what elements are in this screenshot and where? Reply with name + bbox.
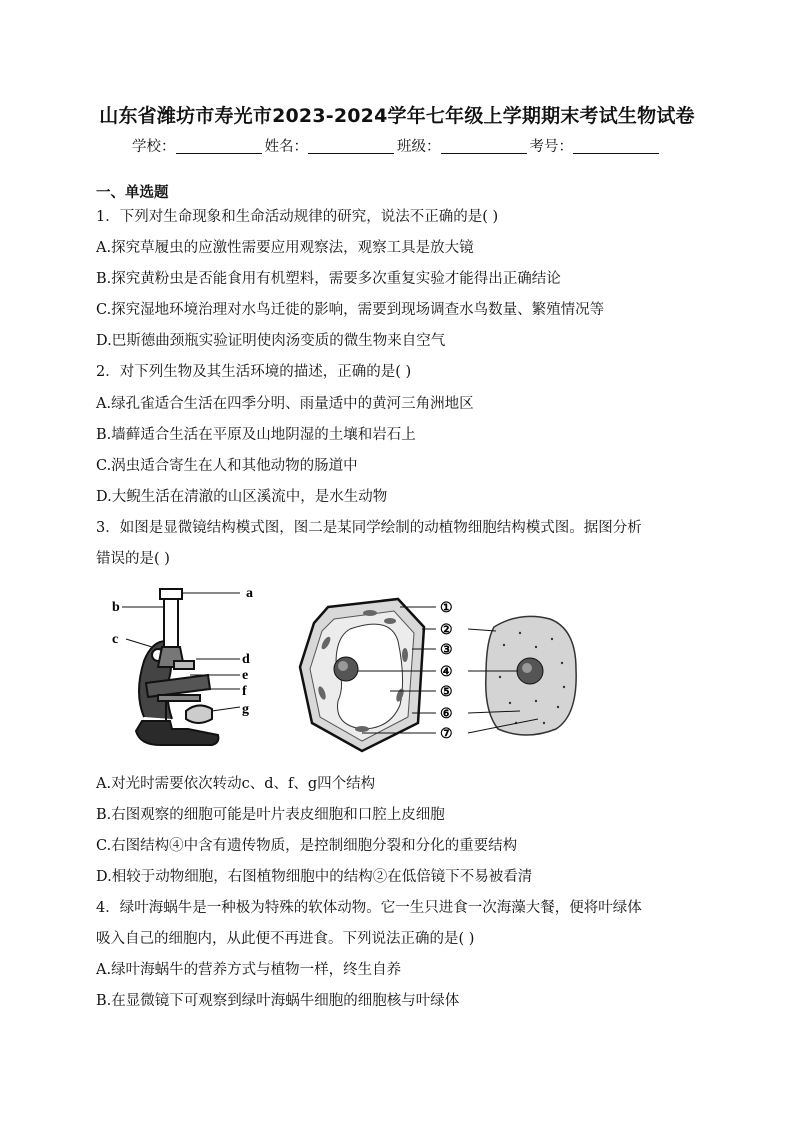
- q3-stem-line2: 错误的是( ): [96, 551, 170, 567]
- label-c: c: [112, 632, 119, 647]
- q2-option-a: A.绿孔雀适合生活在四季分明、雨量适中的黄河三角洲地区: [96, 396, 474, 412]
- q4-stem-line1: 4．绿叶海蜗牛是一种极为特殊的软体动物。它一生只进食一次海藻大餐，便将叶绿体: [96, 900, 642, 916]
- student-info-line: [0, 135, 794, 156]
- q3-stem-line1: 3．如图是显微镜结构模式图，图二是某同学绘制的动植物细胞结构模式图。据图分析: [96, 520, 642, 536]
- q3-option-b: B.右图观察的细胞可能是叶片表皮细胞和口腔上皮细胞: [96, 807, 445, 823]
- q1-option-c: C.探究湿地环境治理对水鸟迁徙的影响，需要到现场调查水鸟数量、繁殖情况等: [96, 302, 605, 318]
- section-heading: 一、单选题: [96, 185, 169, 201]
- q1-option-a: A.探究草履虫的应激性需要应用观察法，观察工具是放大镜: [96, 240, 474, 256]
- figure-svg: [100, 583, 700, 761]
- q1-stem: 1．下列对生命现象和生命活动规律的研究，说法不正确的是( ): [96, 209, 499, 225]
- q3-option-c: C.右图结构④中含有遗传物质，是控制细胞分裂和分化的重要结构: [96, 838, 518, 854]
- microscope-drawing: [136, 589, 218, 745]
- q2-option-d: D.大鲵生活在清澈的山区溪流中，是水生动物: [96, 489, 388, 505]
- label-4: ④: [440, 665, 453, 680]
- label-g: g: [242, 702, 249, 717]
- q2-option-b: B.墙藓适合生活在平原及山地阴湿的土壤和岩石上: [96, 427, 416, 443]
- q1-option-b: B.探究黄粉虫是否能食用有机塑料，需要多次重复实验才能得出正确结论: [96, 271, 561, 287]
- q4-option-b: B.在显微镜下可观察到绿叶海蜗牛细胞的细胞核与叶绿体: [96, 993, 460, 1009]
- plant-cell-drawing: [300, 599, 424, 751]
- class-blank: [441, 138, 527, 154]
- q4-option-a: A.绿叶海蜗牛的营养方式与植物一样，终生自养: [96, 962, 402, 978]
- school-blank: [176, 138, 262, 154]
- label-3: ③: [440, 643, 453, 658]
- number-blank: [573, 138, 659, 154]
- label-6: ⑥: [440, 707, 453, 722]
- label-a: a: [246, 586, 253, 601]
- class-label: 班级：: [397, 139, 441, 155]
- q3-figure: [100, 583, 700, 761]
- label-7: ⑦: [440, 727, 453, 742]
- label-5: ⑤: [440, 685, 453, 700]
- label-d: d: [242, 652, 250, 667]
- label-b: b: [112, 600, 120, 615]
- q2-option-c: C.涡虫适合寄生在人和其他动物的肠道中: [96, 458, 358, 474]
- q1-option-d: D.巴斯德曲颈瓶实验证明使肉汤变质的微生物来自空气: [96, 333, 446, 349]
- label-2: ②: [440, 623, 453, 638]
- school-label: 学校：: [132, 139, 176, 155]
- label-1: ①: [440, 601, 453, 616]
- animal-cell-drawing: [486, 616, 576, 735]
- name-blank: [308, 138, 394, 154]
- paper-title: 山东省潍坊市寿光市2023-2024学年七年级上学期期末考试生物试卷: [99, 105, 695, 127]
- q4-stem-line2: 吸入自己的细胞内，从此便不再进食。下列说法正确的是( ): [96, 931, 475, 947]
- q2-stem: 2．对下列生物及其生活环境的描述，正确的是( ): [96, 364, 412, 380]
- name-label: 姓名：: [264, 139, 308, 155]
- label-e: e: [242, 668, 249, 683]
- q3-option-d: D.相较于动物细胞，右图植物细胞中的结构②在低倍镜下不易被看清: [96, 869, 533, 885]
- q3-option-a: A.对光时需要依次转动c、d、f、g四个结构: [96, 776, 376, 792]
- number-label: 考号：: [529, 139, 573, 155]
- label-f: f: [242, 684, 247, 699]
